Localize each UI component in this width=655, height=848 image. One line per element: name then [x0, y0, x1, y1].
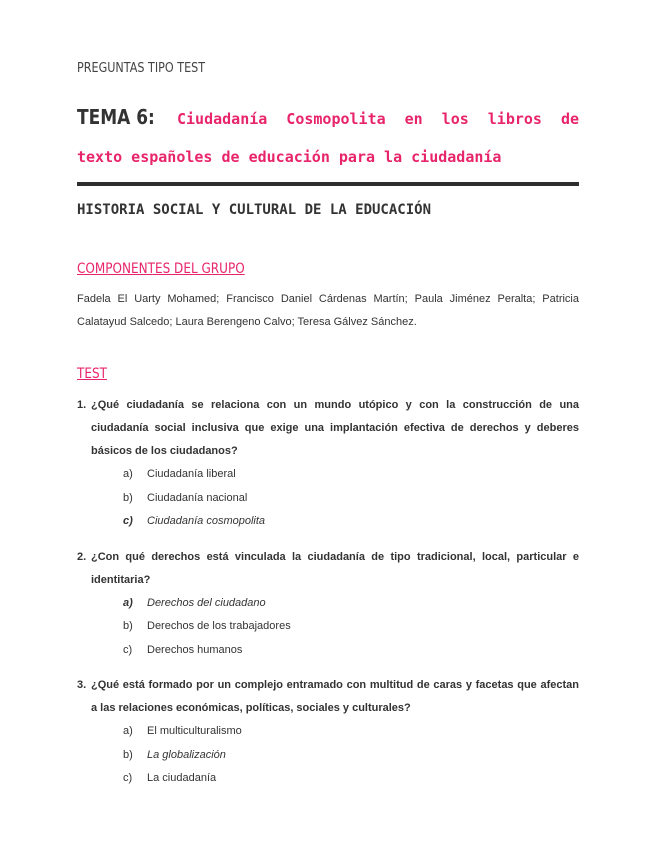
- option-letter: c): [123, 772, 133, 784]
- option-text: La globalización: [147, 748, 226, 761]
- title-line-2: texto españoles de educación para la ciudadanía: [77, 148, 502, 166]
- question-2: [77, 546, 579, 663]
- group-heading: COMPONENTES DEL GRUPO: [77, 261, 245, 277]
- question-text: ¿Qué está formado por un complejo entramado con multitud de caras y facetas que afectan a las relaciones económicas, políticas, sociales y culturales?: [91, 679, 579, 714]
- document-title: [77, 100, 579, 176]
- question-number: 3.: [77, 679, 87, 691]
- option-text: Ciudadanía cosmopolita: [147, 515, 266, 527]
- tema-label: TEMA 6:: [77, 105, 155, 129]
- title-line-1: Ciudadanía Cosmopolita en los libros de: [176, 110, 580, 128]
- option-text: Derechos de los trabajadores: [147, 620, 291, 632]
- option-text: Derechos humanos: [147, 643, 243, 656]
- test-heading: TEST: [77, 366, 107, 382]
- option-a: [123, 720, 579, 744]
- option-c-correct: [123, 510, 579, 534]
- option-b: [123, 615, 579, 639]
- option-text: Ciudadanía nacional: [147, 491, 248, 504]
- question-list: [77, 394, 579, 803]
- group-members: Fadela El Uarty Mohamed; Francisco Daniel Cárdenas Martín; Paula Jiménez Peralta; Patricia Calatayud Salcedo; Laura Berengeno Calvo; Teresa Gálvez Sánchez.: [77, 293, 579, 328]
- option-b: [123, 487, 579, 511]
- option-b-correct: [123, 744, 579, 768]
- question-3: [77, 674, 579, 791]
- question-text: ¿Qué ciudadanía se relaciona con un mundo utópico y con la construcción de una ciudadanía social inclusiva que exige una implantación efectiva de derechos y deberes básicos de los ciudadanos?: [91, 399, 579, 457]
- option-letter: b): [123, 491, 133, 504]
- option-letter: b): [123, 620, 133, 632]
- option-text: La ciudadanía: [147, 772, 217, 784]
- option-text: El multiculturalismo: [147, 725, 242, 737]
- option-letter: c): [123, 643, 133, 656]
- option-letter: a): [123, 725, 133, 737]
- option-c: [123, 639, 579, 663]
- option-letter: a): [123, 468, 133, 480]
- question-number: 1.: [77, 399, 87, 411]
- question-1: [77, 394, 579, 534]
- question-text: ¿Con qué derechos está vinculada la ciudadanía de tipo tradicional, local, particular e identitaria?: [91, 550, 579, 586]
- title-divider: [77, 182, 579, 186]
- option-a: [123, 463, 579, 487]
- option-letter: c): [123, 515, 133, 527]
- option-c: [123, 767, 579, 791]
- subject-heading: HISTORIA SOCIAL Y CULTURAL DE LA EDUCACIÓN: [77, 202, 432, 218]
- option-letter: a): [123, 596, 133, 609]
- question-number: 2.: [77, 550, 87, 563]
- option-text: Derechos del ciudadano: [147, 596, 266, 609]
- option-letter: b): [123, 748, 133, 761]
- document-kicker: PREGUNTAS TIPO TEST: [77, 61, 206, 76]
- option-text: Ciudadanía liberal: [147, 468, 236, 480]
- option-a-correct: [123, 592, 579, 616]
